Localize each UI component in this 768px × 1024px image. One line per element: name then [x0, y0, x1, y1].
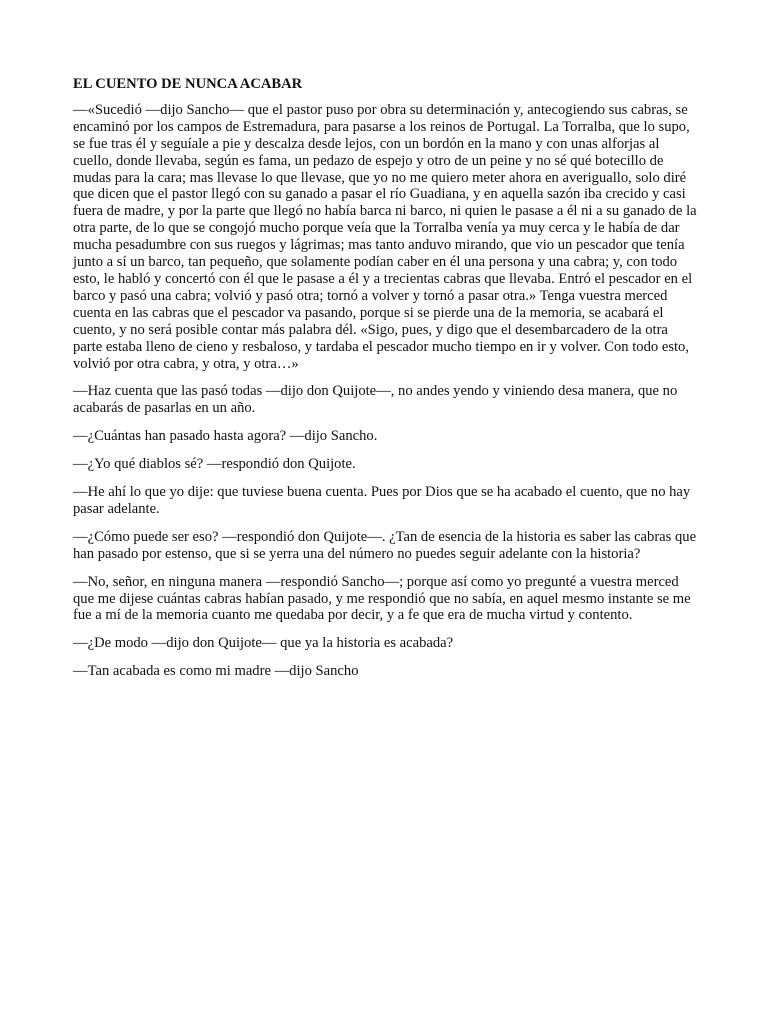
paragraph: —¿Cómo puede ser eso? —respondió don Quijote—. ¿Tan de esencia de la historia es saber las cabras que han pasado por estenso, que si se yerra una del número no puedes seguir adelante con la historia?: [73, 528, 697, 562]
paragraph: —¿Yo qué diablos sé? —respondió don Quijote.: [73, 456, 356, 473]
paragraph: —No, señor, en ninguna manera —respondió Sancho—; porque así como yo pregunté a vuestra merced que me dijese cuántas cabras habían pasado, y me respondió que no sabía, en aquel mesmo instante se me fue a mí de la memoria cuanto me quedaba por decir, y a fe que era de mucha virtud y contento.: [73, 573, 691, 624]
paragraph: —Tan acabada es como mi madre —dijo Sancho: [73, 663, 359, 680]
paragraph: —¿Cuántas han pasado hasta agora? —dijo Sancho.: [73, 428, 378, 445]
document-title: EL CUENTO DE NUNCA ACABAR: [73, 76, 303, 92]
document-page: [73, 76, 697, 691]
paragraph: —¿De modo —dijo don Quijote— que ya la historia es acabada?: [73, 635, 454, 652]
paragraph: —«Sucedió —dijo Sancho— que el pastor puso por obra su determinación y, antecogiendo sus cabras, se encaminó por los campos de Estremadura, para pasarse a los reinos de Portugal. La Torralba, que lo supo, se fue tras él y seguíale a pie y descalza desde lejos, con un bordón en la mano y con unas alforjas al cuello, donde llevaba, según es fama, un pedazo de espejo y otro de un peine y no sé qué botecillo de mudas para la cara; mas llevase lo que llevase, que yo no me quiero meter ahora en averiguallo, solo diré que dicen que el pastor llegó con su ganado a pasar el río Guadiana, y en aquella sazón iba crecido y casi fuera de madre, y por la parte que llegó no había barca ni barco, ni quien le pasase a él ni a su ganado de la otra parte, de lo que se congojó mucho porque veía que la Torralba venía ya muy cerca y le había de dar mucha pesadumbre con sus ruegos y lágrimas; mas tanto anduvo mirando, que vio un pescador que tenía junto a sí un barco, tan pequeño, que solamente podían caber en él una persona y una cabra; y, con todo esto, le habló y concertó con él que le pasase a él y a trecientas cabras que llevaba. Entró el pescador en el barco y pasó una cabra; volvió y pasó otra; tornó a volver y tornó a pasar otra.» Tenga vuestra merced cuenta en las cabras que el pescador va pasando, porque si se pierde una de la memoria, se acabará el cuento, y no será posible contar más palabra dél. «Sigo, pues, y digo que el desembarcadero de la otra parte estaba lleno de cieno y resbaloso, y tardaba el pescador mucho tiempo en ir y volver. Con todo esto, volvió por otra cabra, y otra, y otra…»: [73, 101, 697, 372]
paragraph: —He ahí lo que yo dije: que tuviese buena cuenta. Pues por Dios que se ha acabado el cuento, que no hay pasar adelante.: [73, 484, 691, 517]
paragraph: —Haz cuenta que las pasó todas —dijo don Quijote—, no andes yendo y viniendo desa manera, que no acabarás de pasarlas en un año.: [73, 383, 678, 417]
